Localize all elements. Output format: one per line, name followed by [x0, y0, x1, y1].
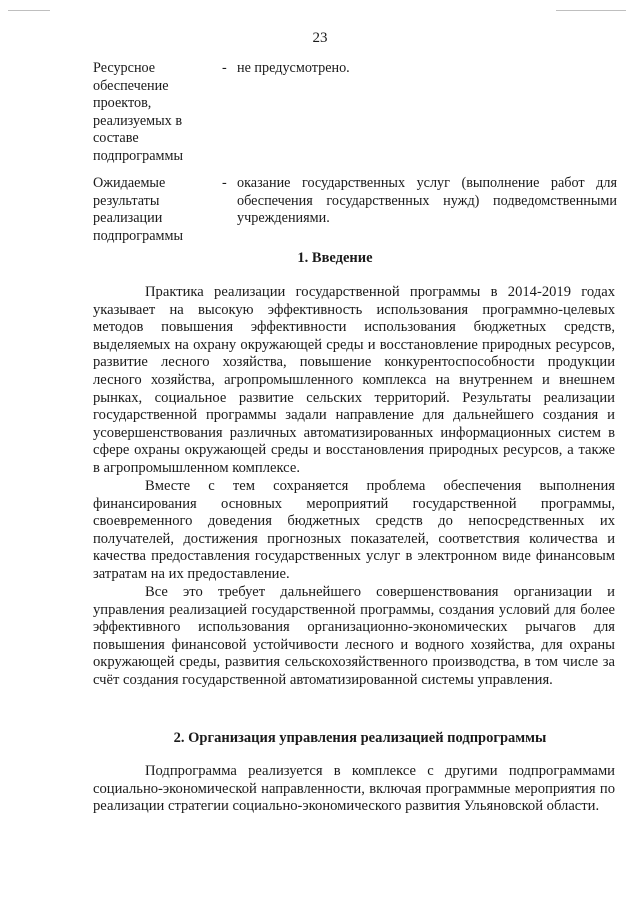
- paragraph: Практика реализации государственной программы в 2014-2019 годах указывает на высокую эффективность использования программно-целевых методов повышения эффективности использования бюджетных средств, выделяемых на охрану окружающей среды и восстановление природных ресурсов, развитие лесного хозяйства, повышение конкурентоспособности продукции лесного хозяйства, агропромышленного комплекса на внутреннем и внешнем рынках, социальное развитие сельских территорий. Результаты реализации государственной программы задали направление для дальнейшего создания и усовершенствования различных автоматизированных информационных систем в сфере охраны окружающей среды и восстановления природных ресурсов, а также в агропромышленном комплексе.: [93, 284, 615, 476]
- meta-label: Ресурсное обеспечение проектов, реализуемых в составе подпрограммы: [93, 60, 183, 164]
- scan-mark: [556, 10, 626, 11]
- section-heading-management: 2. Организация управления реализацией подпрограммы: [173, 730, 547, 746]
- meta-dash: -: [222, 60, 227, 76]
- meta-value: оказание государственных услуг (выполнение работ для обеспечения государственных нужд) подведомственными учреждениями.: [237, 175, 617, 226]
- paragraph: Подпрограмма реализуется в комплексе с другими подпрограммами социально-экономической направленности, включая программные мероприятия по реализации стратегии социально-экономического развития Ульяновской области.: [93, 763, 615, 815]
- meta-value: не предусмотрено.: [237, 60, 350, 76]
- paragraph: Вместе с тем сохраняется проблема обеспечения выполнения финансирования основных мероприятий государственной программы, своевременного доведения бюджетных средств до непосредственных их получателей, достижения прогнозных показателей, соответствия количества и качества предоставления государственных услуг в электронном виде финансовым затратам на их предоставление.: [93, 478, 615, 582]
- meta-dash: -: [222, 175, 227, 191]
- meta-label: Ожидаемые результаты реализации подпрограммы: [93, 175, 183, 244]
- scan-mark: [8, 10, 50, 11]
- paragraph: Все это требует дальнейшего совершенствования организации и управления реализацией государственной программы, создания условий для более эффективного использования организационно-экономических рычагов для повышения финансовой устойчивости лесного и водного хозяйства, для охраны окружающей среды, развития сельскохозяйственного производства, в том числе за счёт создания государственной автоматизированной системы управления.: [93, 584, 615, 688]
- section-heading-intro: 1. Введение: [297, 250, 373, 266]
- page-number: 23: [312, 30, 328, 46]
